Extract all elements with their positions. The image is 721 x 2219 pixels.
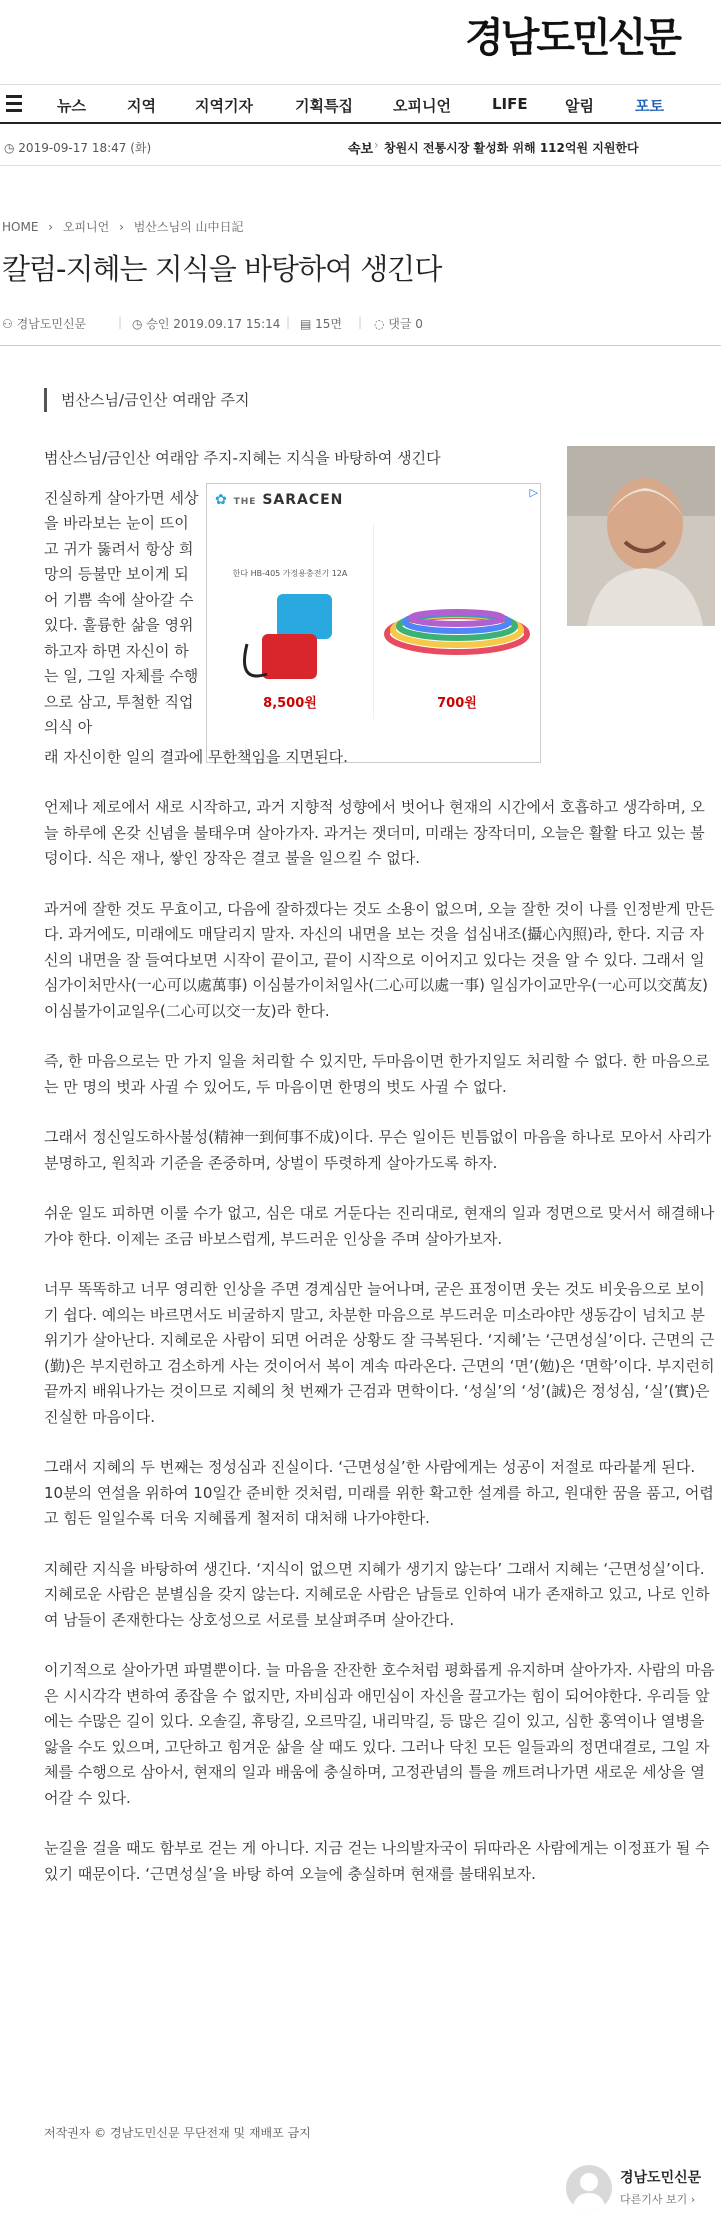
article-subtitle: 범산스님/금인산 여래암 주지 xyxy=(44,388,249,412)
hamburger-menu-icon[interactable] xyxy=(6,95,30,112)
nav-item-features[interactable]: 기획특집 xyxy=(295,97,353,115)
article-paragraph: 그래서 정신일도하사불성(精神一到何事不成)이다. 무슨 일이든 빈틈없이 마음을 하나로 모아서 사리가 분명하고, 원칙과 기준을 존중하며, 상벌이 뚜렷하게 살아가도록 하자. xyxy=(44,1128,712,1172)
meta-divider xyxy=(0,345,721,346)
article-title: 칼럼-지혜는 지식을 바탕하여 생긴다 xyxy=(2,252,442,286)
author-meta: ⚇ 경남도민신문 xyxy=(2,317,87,331)
clock-icon: ◷ xyxy=(4,141,19,155)
author-name: 경남도민신문 xyxy=(620,2170,702,2186)
adchoices-icon[interactable]: ▷ xyxy=(529,486,538,499)
ad-product-note: 한다 HB-405 가정용충전기 12A xyxy=(232,569,348,578)
divider: | xyxy=(118,315,123,329)
page-icon: ▤ xyxy=(300,317,316,331)
chevron-right-icon: › xyxy=(119,220,124,234)
site-logo[interactable]: 경남도민신문 xyxy=(465,15,679,61)
breadcrumb xyxy=(2,218,250,235)
nav-item-region[interactable]: 지역 xyxy=(127,97,156,115)
chevron-right-icon: › xyxy=(48,220,54,234)
article-paragraph: 언제나 제로에서 새로 시작하고, 과거 지향적 성향에서 벗어나 현재의 시간에서 호흡하고 생각하며, 오늘 하루에 온갖 신념을 불태우며 살아가자. 과거는 잿더미, 미래는 장작더미, 오늘은 활활 타고 있는 불덩이다. 식은 재나, 쌓인 장작은 결코 불을 일으킬 수 없다. xyxy=(44,798,705,867)
breaking-label: 속보 xyxy=(348,142,374,157)
divider: | xyxy=(358,315,363,329)
breadcrumb-opinion[interactable]: 오피니언 xyxy=(62,220,110,234)
article-paragraph: 진실하게 살아가면 세상을 바라보는 눈이 뜨이고 귀가 뚫려서 항상 희망의 등불만 보이게 되어 기쁨 속에 살아갈 수 있다. 훌륭한 삶을 영위하고자 하면 자신이 하는 일, 그일 자체를 수행으로 삼고, 투철한 직업의식 아 xyxy=(44,488,199,736)
article-paragraph: 과거에 잘한 것도 무효이고, 다음에 잘하겠다는 것도 소용이 없으며, 오늘 잘한 것이 나를 인정받게 만든다. 과거에도, 미래에도 매달리지 말자. 자신의 내면을 보는 것을 섭심내조(攝心內照)라, 한다. 지금 자신의 내면을 잘 들여다보면 시작이 끝이고, 끝이 시작으로 이어지고 있다는 것을 알 수 있다. 그래서 일심가이처만사(一心可以處萬事) 이심불가이처일사(二心可以處一事) 일심가이교만우(一心可以交萬友) 이심불가이교일우(二心可以交一友)라 한다. xyxy=(44,899,715,1020)
breadcrumb-column[interactable]: 범산스님의 山中日記 xyxy=(133,220,244,234)
page-meta: ▤ 15면 xyxy=(300,317,343,331)
speech-bubble-icon: ◌ xyxy=(374,317,389,331)
article-paragraph: 이기적으로 살아가면 파멸뿐이다. 늘 마음을 잔잔한 호수처럼 평화롭게 유지하며 살아가자. 사람의 마음은 시시각각 변하여 종잡을 수 없지만, 자비심과 애민심이 자신을 끌고가는 힘이 되어야한다. 우리들 앞에는 수많은 길이 있다. 오솔길, 휴탕길, 오르막길, 내리막길, 등 많은 길이 있고, 심한 홍역이나 열병을 앓을 수도 있으며, 고단하고 힘겨운 삶을 살 때도 있다. 그러나 닥친 모든 일들과의 정면대결로, 그일 자체를 수행으로 삼아서, 현재의 일과 배움에 충실하며, 고정관념의 틀을 깨트려나가면 새로운 세상을 열어갈 수 있다. xyxy=(44,1661,715,1807)
copyright-notice: 저작권자 © 경남도민신문 무단전재 및 재배포 금지 xyxy=(44,2126,311,2140)
ad-brand: ✿ THE SARACEN xyxy=(215,492,344,508)
chevron-right-icon: › xyxy=(374,138,379,152)
breaking-news-link[interactable]: 창원시 전통시장 활성화 위해 112억원 지원한다 xyxy=(384,141,639,155)
ad-price-2: 700원 xyxy=(437,696,477,711)
approved-meta: ◷ 승인 2019.09.17 15:14 xyxy=(132,317,281,331)
avatar xyxy=(566,2165,612,2211)
article-paragraph: 지혜란 지식을 바탕하여 생긴다. ‘지식이 없으면 지혜가 생기지 않는다’ 그래서 지혜는 ‘근면성실’이다. 지혜로운 사람은 분별심을 갖지 않는다. 지혜로운 사람은 남들로 인하여 내가 존재하고 있고, 나로 인하여 남들이 존재한다는 상호성으로 서로를 보살펴주며 살아간다. xyxy=(44,1559,710,1629)
article-paragraph: 그래서 지혜의 두 번째는 정성심과 진실이다. ‘근면성실’한 사람에게는 성공이 저절로 따라붙게 된다. 10분의 연설을 위하여 10일간 준비한 것처럼, 미래를 위한 확고한 설계를 하고, 원대한 꿈을 품고, 어렵고 힘든 일일수록 더욱 지혜롭게 철저히 대처해 나가야한다. xyxy=(44,1458,714,1527)
article-paragraph: 래 자신이한 일의 결과에 무한책임을 지면된다. xyxy=(44,747,348,766)
main-nav xyxy=(0,84,721,124)
comments-link[interactable]: ◌ 댓글 0 xyxy=(374,317,423,331)
user-icon: ⚇ xyxy=(2,317,17,331)
author-box xyxy=(560,2163,720,2219)
nav-item-photo[interactable]: 포토 xyxy=(635,97,664,115)
current-date: ◷ 2019-09-17 18:47 (화) xyxy=(4,141,152,155)
news-ticker xyxy=(0,126,721,166)
nav-item-notice[interactable]: 알림 xyxy=(565,97,594,115)
article-paragraph: 너무 똑똑하고 너무 영리한 인상을 주면 경계심만 늘어나며, 굳은 표정이면 웃는 것도 비웃음으로 보이기 쉽다. 예의는 바르면서도 비굴하지 말고, 차분한 마음으로 부드러운 미소라야만 생동감이 넘치고 분위기가 살아난다. 지혜로운 사람이 되면 어려운 상황도 잘 극복된다. ‘지혜’는 ‘근면성실’이다. 근면의 근(勤)은 부지런하고 검소하게 사는 것이어서 복이 계속 따라온다. 근면의 ‘면’(勉)은 ‘면학’이다. 부지런히 끝까지 배워나가는 것이므로 지혜의 첫 번째가 근검과 면학이다. ‘성실’의 ‘성’(誠)은 정성심, ‘실’(實)은 진실한 마음이다. xyxy=(44,1280,715,1426)
article-body xyxy=(44,446,716,1912)
article-paragraph: 쉬운 일도 피하면 이룰 수가 없고, 심은 대로 거둔다는 진리대로, 현재의 일과 정면으로 맞서서 해결해나가야 한다. 이제는 조금 바보스럽게, 부드러운 인상을 주며 살아가보자. xyxy=(44,1204,715,1248)
clock-icon: ◷ xyxy=(132,317,147,331)
breadcrumb-home[interactable]: HOME xyxy=(2,220,39,234)
nav-item-opinion[interactable]: 오피니언 xyxy=(393,97,451,115)
site-header xyxy=(0,0,721,70)
nav-item-news[interactable]: 뉴스 xyxy=(57,97,86,115)
article-lead: 범산스님/금인산 여래암 주지-지혜는 지식을 바탕하여 생긴다 xyxy=(44,449,441,467)
chevron-right-icon: › xyxy=(690,2193,696,2206)
divider: | xyxy=(286,315,291,329)
ad-price-1: 8,500원 xyxy=(263,696,317,711)
ad-logo-icon: ✿ xyxy=(215,492,234,508)
article-paragraph: 즉, 한 마음으로는 만 가지 일을 처리할 수 있지만, 두마음이면 한가지일도 처리할 수 없다. 한 마음으로는 만 명의 벗과 사귈 수 있어도, 두 마음이면 한명의 벗도 사귈 수 없다. xyxy=(44,1052,710,1096)
other-articles-link[interactable]: 다른기사 보기 › xyxy=(620,2193,696,2206)
nav-item-life[interactable]: LIFE xyxy=(492,95,528,113)
article-paragraph: 눈길을 걸을 때도 함부로 걷는 게 아니다. 지금 걷는 나의발자국이 뒤따라온 사람에게는 이정표가 될 수 있기 때문이다. ‘근면성실’을 바탕 하여 오늘에 충실하며 현재를 불태워보자. xyxy=(44,1839,710,1883)
nav-item-region-reporter[interactable]: 지역기자 xyxy=(195,97,253,115)
